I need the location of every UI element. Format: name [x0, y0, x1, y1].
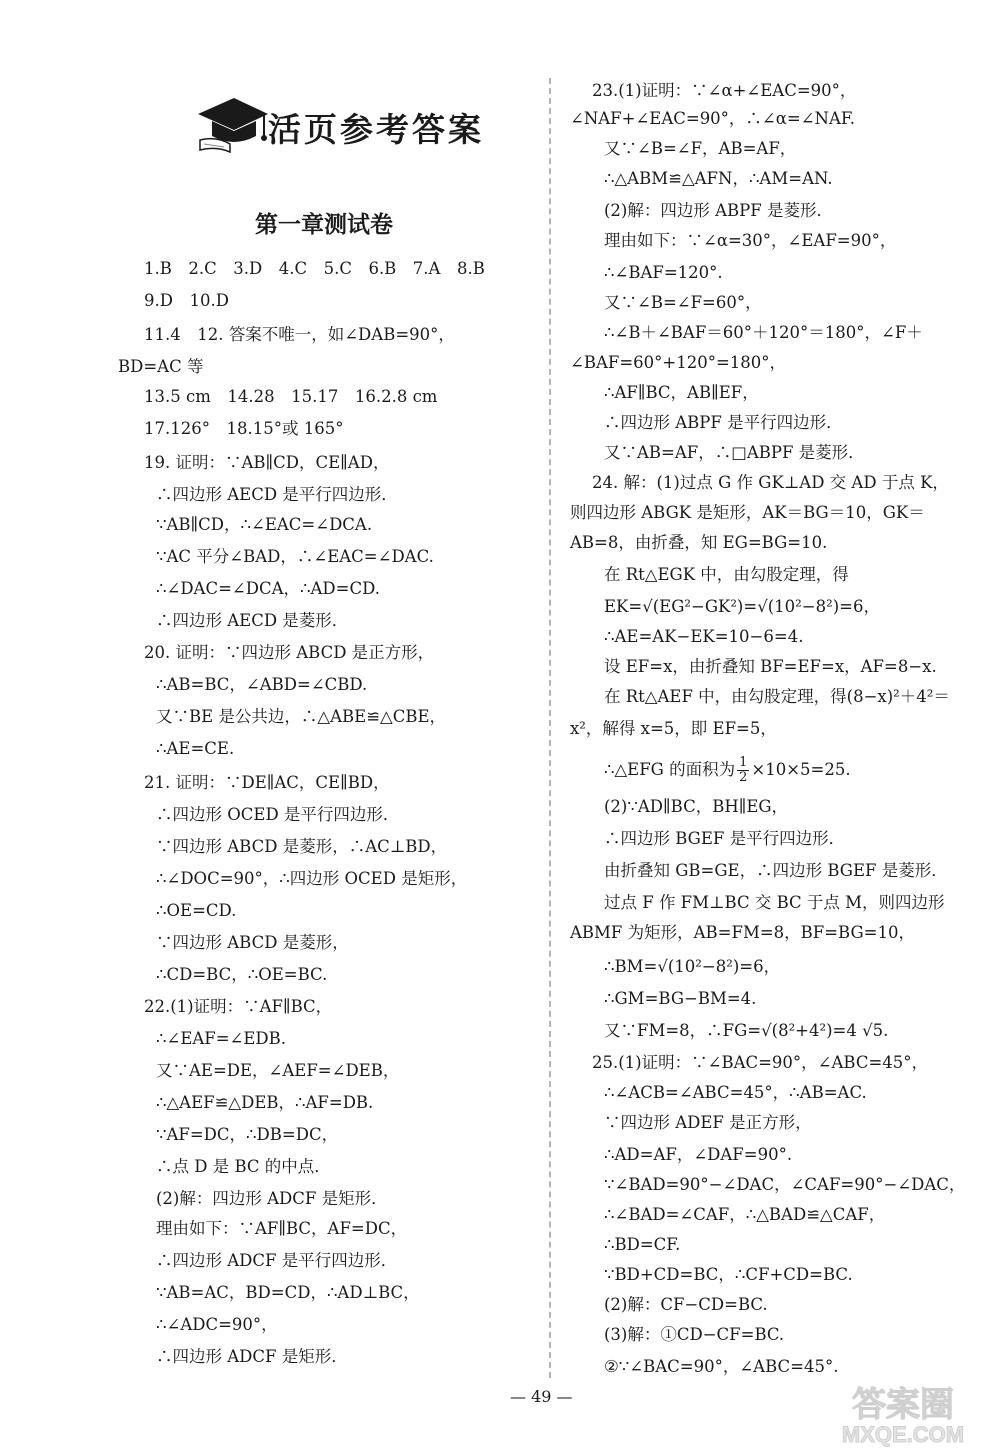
- answer-line: 过点 F 作 FM⊥BC 交 BC 于点 M，则四边形: [604, 893, 945, 912]
- answer-line: 设 EF=x，由折叠知 BF=EF=x，AF=8−x.: [604, 657, 937, 676]
- answer-line: ∴CD=BC，∴OE=BC.: [156, 965, 328, 984]
- column-divider: [549, 78, 551, 1378]
- answer-line: ∴AE=CE.: [156, 739, 235, 758]
- answer-line: (2)∵AD∥BC，BH∥EG，: [604, 797, 789, 816]
- answer-line: AB=8，由折叠，知 EG=BG=10.: [570, 533, 828, 552]
- svg-text:答案圈: 答案圈: [852, 1386, 954, 1424]
- answer-line: ∴四边形 AECD 是菱形．: [156, 611, 349, 630]
- answer-line: 又∵BE 是公共边，∴△ABE≌△CBE，: [156, 707, 446, 726]
- answer-line: 则四边形 ABGK 是矩形，AK＝BG＝10，GK＝: [570, 503, 925, 522]
- answer-line: ②∵∠BAC=90°，∠ABC=45°.: [604, 1357, 839, 1376]
- answer-line: 又∵AE=DE，∠AEF=∠DEB，: [156, 1061, 400, 1080]
- answer-line: ∴四边形 OCED 是平行四边形．: [156, 805, 400, 824]
- answer-line: (3)解：①CD−CF=BC.: [604, 1325, 785, 1344]
- answer-line: 19. 证明：∵AB∥CD，CE∥AD，: [144, 453, 390, 472]
- answer-line: ∴OE=CD.: [156, 901, 237, 920]
- answer-line: x²，解得 x=5，即 EF=5，: [570, 719, 777, 738]
- answer-line: 在 Rt△AEF 中，由勾股定理，得(8−x)²＋4²＝: [604, 687, 950, 706]
- answer-line: ∵BD+CD=BC，∴CF+CD=BC.: [604, 1265, 853, 1284]
- answer-line: 又∵∠B=∠F=60°，: [604, 293, 762, 312]
- answer-line: [604, 756, 851, 785]
- answer-line: ∵四边形 ADEF 是正方形，: [604, 1113, 812, 1132]
- answer-line: ∴∠BAD=∠CAF，∴△BAD≌△CAF，: [604, 1205, 886, 1224]
- answer-line: 25.(1)证明：∵∠BAC=90°，∠ABC=45°，: [592, 1053, 929, 1072]
- answer-line: ∴∠ACB=∠ABC=45°，∴AB=AC.: [604, 1083, 867, 1102]
- answer-line: (2)解：四边形 ADCF 是矩形．: [156, 1189, 388, 1208]
- answer-line: 23.(1)证明：∵∠α+∠EAC=90°，: [592, 81, 857, 100]
- graduation-cap-icon: [190, 92, 270, 162]
- answer-line: ∴△AEF≌△DEB，∴AF=DB.: [156, 1093, 374, 1112]
- answer-line: 理由如下：∵AF∥BC，AF=DC，: [156, 1219, 408, 1238]
- answer-line: ∵四边形 ABCD 是菱形，: [156, 933, 349, 952]
- answer-line: ∵∠BAD=90°−∠DAC，∠CAF=90°−∠DAC，: [604, 1175, 966, 1194]
- answer-line: ∴四边形 AECD 是平行四边形．: [156, 485, 398, 504]
- answer-line: ∠BAF=60°+120°=180°，: [570, 353, 787, 372]
- header-title: 活页参考答案: [268, 110, 484, 149]
- answer-line: 20. 证明：∵四边形 ABCD 是正方形，: [144, 643, 435, 662]
- answer-line: ∴GM=BG−BM=4.: [604, 989, 757, 1008]
- answer-line: 21. 证明：∵DE∥AC，CE∥BD，: [144, 773, 390, 792]
- answer-line: ∴AF∥BC，AB∥EF，: [604, 383, 759, 402]
- answer-line: 24. 解：(1)过点 G 作 GK⊥AD 交 AD 于点 K，: [592, 473, 949, 492]
- answer-line: 又∵AB=AF，∴□ABPF 是菱形．: [604, 443, 865, 462]
- chapter-title: 第一章测试卷: [255, 211, 393, 238]
- answer-line: 由折叠知 GB=GE，∴四边形 BGEF 是菱形．: [604, 861, 948, 880]
- answer-line: 17.126° 18.15°或 165°: [144, 419, 344, 438]
- answer-line: (2)解：CF−CD=BC.: [604, 1295, 768, 1314]
- section-header: [190, 92, 490, 162]
- answer-line: ∠NAF+∠EAC=90°，∴∠α=∠NAF.: [570, 109, 856, 128]
- answer-line: EK=√(EG²−GK²)=√(10²−8²)=6，: [604, 597, 880, 616]
- answer-line: ∵AC 平分∠BAD，∴∠EAC=∠DAC.: [156, 547, 434, 566]
- answer-line: ∴四边形 ADCF 是矩形．: [156, 1347, 348, 1366]
- answer-line: ∴四边形 ADCF 是平行四边形．: [156, 1251, 398, 1270]
- answer-line: ∵AB∥CD，∴∠EAC=∠DCA.: [156, 515, 373, 534]
- page-number: — 49 —: [510, 1387, 573, 1406]
- answer-line: ∵四边形 ABCD 是菱形，∴AC⊥BD，: [156, 837, 448, 856]
- fraction: [737, 756, 749, 785]
- answer-line: ∴AD=AF，∠DAF=90°.: [604, 1145, 793, 1164]
- answer-line: 9.D 10.D: [144, 291, 229, 310]
- answer-line: ∴BD=CF.: [604, 1235, 681, 1254]
- answer-line: ∴∠DAC=∠DCA，∴AD=CD.: [156, 579, 380, 598]
- answer-line: BD=AC 等: [118, 357, 204, 376]
- answer-line: 理由如下：∵∠α=30°，∠EAF=90°，: [604, 231, 897, 250]
- answer-line: ∴点 D 是 BC 的中点．: [156, 1157, 331, 1176]
- answer-line: ∵AF=DC，∴DB=DC，: [156, 1125, 339, 1144]
- fraction-tail: ×10×5=25.: [751, 760, 851, 779]
- answer-line: ∴△ABM≌△AFN，∴AM=AN.: [604, 169, 833, 188]
- answer-line: 13.5 cm 14.28 15.17 16.2.8 cm: [144, 387, 438, 406]
- answer-line: ∴∠ADC=90°，: [156, 1315, 278, 1334]
- svg-text:MXQE.COM: MXQE.COM: [841, 1422, 965, 1447]
- answer-line: 又∵FM=8，∴FG=√(8²+4²)=4 √5.: [604, 1021, 889, 1040]
- answer-line: 在 Rt△EGK 中，由勾股定理，得: [604, 565, 849, 584]
- fraction-denominator: 2: [739, 770, 748, 785]
- watermark-logo: [808, 1378, 998, 1448]
- answer-line: ∴四边形 ABPF 是平行四边形．: [604, 413, 843, 432]
- answer-line: 又∵∠B=∠F，AB=AF，: [604, 139, 797, 158]
- answer-line: ABMF 为矩形，AB=FM=8，BF=BG=10，: [570, 923, 915, 942]
- answer-line: 11.4 12. 答案不唯一，如∠DAB=90°，: [144, 325, 455, 344]
- answer-line: ∴∠DOC=90°，∴四边形 OCED 是矩形，: [156, 869, 468, 888]
- answer-line: ∴∠BAF=120°.: [604, 263, 723, 282]
- answer-line: ∴AB=BC，∠ABD=∠CBD.: [156, 675, 368, 694]
- answer-line: ∴四边形 BGEF 是平行四边形．: [604, 829, 846, 848]
- answer-line: ∵AB=AC，BD=CD，∴AD⊥BC，: [156, 1283, 420, 1302]
- answer-line: ∴∠EAF=∠EDB.: [156, 1029, 287, 1048]
- fraction-numerator: 1: [739, 755, 748, 770]
- answer-line: 1.B 2.C 3.D 4.C 5.C 6.B 7.A 8.B: [144, 259, 485, 278]
- answer-line: 22.(1)证明：∵AF∥BC，: [144, 997, 333, 1016]
- area-text: ∴△EFG 的面积为: [604, 760, 736, 779]
- answer-line: ∴AE=AK−EK=10−6=4.: [604, 627, 804, 646]
- answer-line: ∴BM=√(10²−8²)=6，: [604, 957, 781, 976]
- answer-line: (2)解：四边形 ABPF 是菱形．: [604, 201, 833, 220]
- answer-line: ∴∠B＋∠BAF＝60°＋120°＝180°，∠F＋: [604, 323, 923, 342]
